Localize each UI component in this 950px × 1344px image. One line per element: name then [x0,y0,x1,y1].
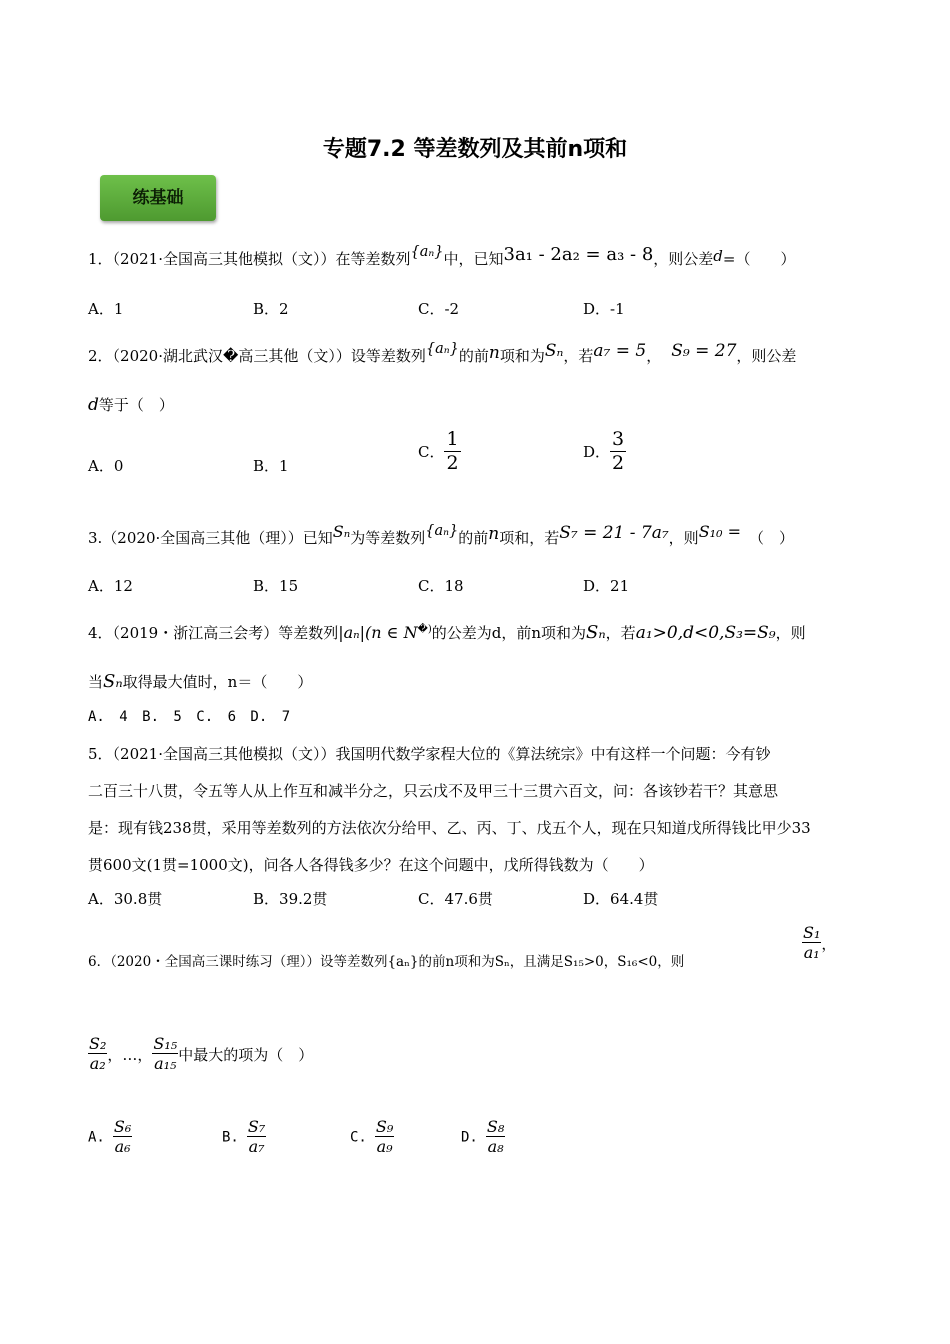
q5-option-d[interactable]: D．64.4贯 [583,890,659,908]
q2-n: n [488,343,500,363]
q3-n: n [488,524,500,544]
q1-seq: {aₙ} [410,244,444,260]
q2-option-c-fraction [444,428,460,475]
q4-cond: a₁>0,d<0,S₃=S₉ [635,623,776,643]
q4-mid2: ，若 [605,624,636,642]
q2-option-a[interactable]: A．0 [88,457,124,475]
q6-tail: 中最大的项为（ ） [178,1045,314,1064]
q4-mid: 的公差为d，前n项和为 [431,624,587,642]
q5-option-a[interactable]: A．30.8贯 [88,890,163,908]
q2-tail: ，则公差 [736,347,797,365]
q2-mid3: ，若 [563,347,594,365]
q3-option-d[interactable]: D．21 [583,577,630,595]
q6-line2 [88,1035,313,1074]
q3-mid3: 项和，若 [499,529,560,547]
q1-option-a[interactable]: A．1 [88,300,124,318]
q6-head: 6．（2020・全国高三课时练习（理））设等差数列{aₙ}的前n项和为Sₙ，且满足S₁₅>0，S₁₆<0，则 [88,954,685,970]
q5-line-2: 二百三十八贯，令五等人从上作互和减半分之，只云戊不及甲三十三贯六百文，问：各该钞若干？其意思 [88,782,779,800]
q6-option-c[interactable] [350,1118,394,1157]
q2-mid2: 项和为 [499,347,545,365]
q6-a-den: a₆ [114,1137,131,1157]
q2-head: 2．（2020·湖北武汉�高三其他（文））设等差数列 [88,347,426,365]
q2-cond2: S₉ = 27 [671,341,737,361]
q1-condition: 3a₁ - 2a₂ = a₃ - 8 [503,244,654,265]
q6-comma: ， [821,934,837,953]
q2-option-d-label: D． [583,442,611,461]
q6-a-num: S₆ [113,1117,132,1136]
page-title: 专题7.2 等差数列及其前n项和 [322,137,628,162]
q1-option-c[interactable]: C．-2 [418,300,460,318]
q6-b-den: a₇ [248,1137,265,1157]
question-4 [88,622,806,643]
q2-c-num: 1 [446,428,459,450]
q4-line2-sn: Sₙ [103,671,123,692]
q6-d-label: D. [461,1129,478,1146]
section-badge: 练基础 [100,175,216,221]
question-3 [88,522,794,548]
q2-c-den: 2 [446,451,459,474]
q3-option-b[interactable]: B．15 [253,577,299,595]
q2-d: d [88,395,99,415]
q1-eq: =（ ） [722,250,796,268]
q3-cond: S₇ = 21 - 7a₇ [559,523,669,543]
q6-option-a[interactable] [88,1118,132,1157]
q6-c-den: a₉ [376,1137,393,1157]
q3-mid4: ，则 [668,529,699,547]
q4-options[interactable]: A. 4 B. 5 C. 6 D. 7 [88,709,291,725]
q3-sn: Sₙ [332,522,351,541]
q2-mid1: 的前 [458,347,489,365]
q1-mid: 中，已知 [443,250,504,268]
q6-f1-den: a₁ [803,943,820,963]
q6-a-label: A. [88,1129,105,1146]
q4-seq: |aₙ|(n ∈ N [338,623,418,642]
q6-f3-num: S₁₅ [153,1034,178,1053]
q6-b-label: B. [222,1129,239,1146]
q2-option-d-fraction [610,428,626,475]
q1-option-b[interactable]: B．2 [253,300,289,318]
q6-option-b[interactable] [222,1118,266,1157]
q2-d-den: 2 [612,451,625,474]
q2-seq: {aₙ} [425,341,459,357]
q3-s10: S₁₀ = [698,522,741,541]
q6-f3-den: a₁₅ [154,1054,177,1074]
q3-mid1: 为等差数列 [350,529,426,547]
q3-option-a[interactable]: A．12 [88,577,133,595]
q2-sn: Sₙ [544,341,564,361]
q1-head: 1．（2021·全国高三其他模拟（文））在等差数列 [88,250,411,268]
q4-line2-pre: 当 [88,673,104,691]
q5-option-b[interactable]: B．39.2贯 [253,890,328,908]
q2-line2 [88,394,174,415]
q3-option-c[interactable]: C．18 [418,577,464,595]
q2-line2-text: 等于（ ） [98,396,174,414]
q6-f2-num: S₂ [89,1034,107,1053]
question-2 [88,341,797,366]
q6-c-label: C. [350,1129,367,1146]
q4-line2 [88,671,312,692]
q2-d-num: 3 [612,428,625,450]
q5-option-c[interactable]: C．47.6贯 [418,890,493,908]
q4-seq-tail: �) [417,624,432,635]
q1-tail: ，则公差 [653,250,714,268]
q6-frac-1 [802,924,836,963]
q3-mid2: 的前 [458,529,489,547]
q4-tail: ，则 [775,624,806,642]
q3-tail: （ ） [748,529,794,547]
q4-line2-text: 取得最大值时，n＝（ ） [122,673,313,691]
q2-option-d[interactable] [583,428,626,475]
question-1 [88,244,796,269]
q6-f1-num: S₁ [803,923,821,942]
q6-c-num: S₉ [375,1117,394,1136]
q2-option-c-label: C． [418,442,445,461]
q2-cond1: a₇ = 5 [593,341,647,361]
q6-option-d[interactable] [461,1118,505,1157]
q5-line-1: 5．（2021·全国高三其他模拟（文））我国明代数学家程大位的《算法统宗》中有这样一个问题：今有钞 [88,745,771,763]
q4-sn: Sₙ [586,622,606,643]
q1-option-d[interactable]: D．-1 [583,300,625,318]
q3-seq: {aₙ} [425,523,459,539]
q6-b-num: S₇ [247,1117,266,1136]
q3-head: 3.（2020·全国高三其他（理））已知 [88,529,333,547]
q5-line-4: 贯600文(1贯=1000文)，问各人各得钱多少？在这个问题中，戊所得钱数为（ ） [88,856,654,874]
q2-option-c[interactable] [418,428,461,475]
q6-f2-den: a₂ [89,1054,106,1074]
q2-option-b[interactable]: B．1 [253,457,289,475]
q6-dots: ，…， [107,1045,153,1064]
q5-line-3: 是：现有钱238贯，采用等差数列的方法依次分给甲、乙、丙、丁、戊五个人，现在只知道戊所得钱比甲少33 [88,819,811,837]
q2-sep: ， [646,347,662,365]
q1-d: d [713,247,723,265]
q6-d-num: S₈ [486,1117,505,1136]
q4-head: 4．（2019・浙江高三会考）等差数列 [88,624,339,642]
q6-d-den: a₈ [487,1137,504,1157]
